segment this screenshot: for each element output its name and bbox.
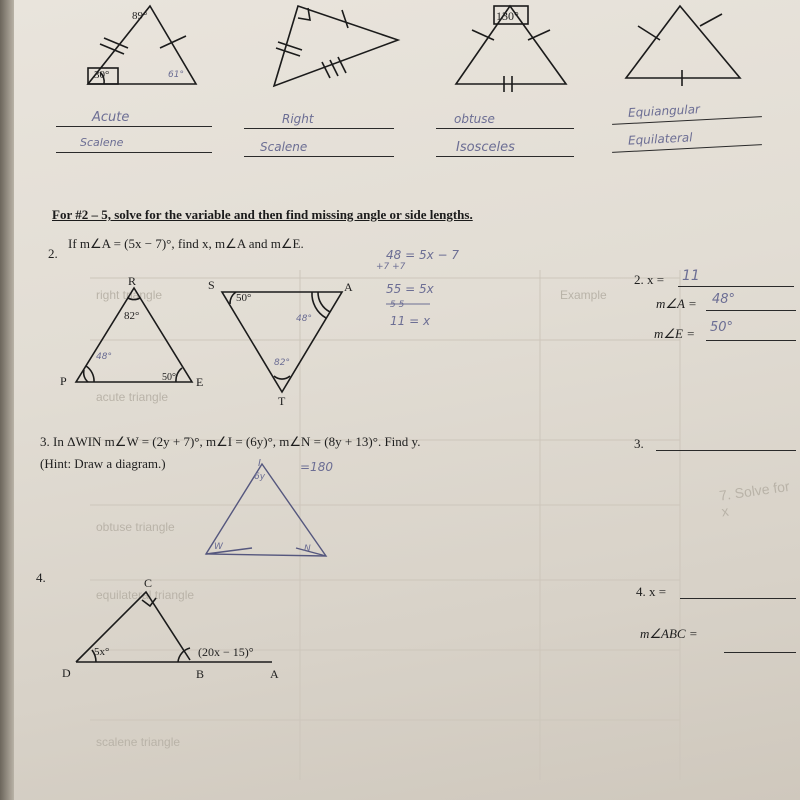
- problem-number: 4.: [36, 570, 46, 585]
- vertex-label: T: [278, 394, 286, 408]
- answer-label: 3.: [634, 436, 644, 451]
- vertex-label: R: [128, 274, 137, 288]
- triangle-right: [274, 6, 398, 86]
- triangle-win: [206, 464, 326, 556]
- angle-label: 6y: [254, 472, 266, 482]
- work-line: 5 5: [390, 300, 405, 310]
- vertex-label: I: [258, 458, 261, 469]
- vertex-label: A: [344, 280, 353, 294]
- answer-value[interactable]: 48°: [712, 292, 736, 307]
- angle-label: 48°: [96, 352, 112, 362]
- problem3-hint: (Hint: Draw a diagram.): [40, 456, 166, 471]
- vertex-label: P: [60, 374, 67, 388]
- triangle-rpe: [76, 288, 192, 382]
- triangle-sat: [222, 292, 342, 392]
- answer-label: m∠A =: [656, 296, 697, 311]
- work-line: 55 = 5x: [386, 282, 434, 296]
- answer-value[interactable]: 11: [682, 268, 700, 284]
- classification-side: Isosceles: [456, 140, 515, 155]
- angle-label: 61°: [168, 70, 184, 80]
- vertex-label: B: [196, 667, 205, 681]
- ghost-text: Example: [560, 288, 607, 302]
- work-line: 48 = 5x − 7: [386, 248, 460, 262]
- angle-label: 50°: [162, 372, 176, 383]
- vertex-label: W: [214, 542, 223, 552]
- angle-label: (20x − 15)°: [198, 645, 254, 659]
- answer-line: [656, 450, 796, 451]
- angle-label: 50°: [236, 292, 252, 304]
- angle-label: 5x°: [94, 646, 110, 658]
- vertex-label: S: [208, 278, 215, 292]
- answer-line: [678, 286, 794, 287]
- answer-label: m∠ABC =: [640, 626, 698, 641]
- angle-label: 130°: [496, 9, 519, 23]
- problem3-prompt: 3. In ΔWIN m∠W = (2y + 7)°, m∠I = (6y)°, m∠N = (8y + 13)°. Find y.: [40, 434, 421, 449]
- answer-line: [706, 310, 796, 311]
- classification-angle: Equiangular: [627, 102, 701, 120]
- ghost-text: right triangle: [96, 288, 163, 302]
- classification-angle: Right: [282, 112, 314, 126]
- answer-line: [436, 128, 574, 129]
- classification-angle: obtuse: [454, 112, 495, 126]
- problem-number: 2.: [48, 246, 58, 261]
- triangle-equilateral: [626, 6, 740, 86]
- answer-line: [706, 340, 796, 341]
- answer-line: [680, 598, 796, 599]
- vertex-label: E: [196, 375, 204, 389]
- ghost-text: acute triangle: [96, 390, 169, 404]
- angle-label: 82°: [124, 310, 140, 322]
- angle-label: 89°: [132, 10, 148, 22]
- answer-label: 4. x =: [636, 584, 667, 599]
- ghost-text: scalene triangle: [96, 735, 181, 749]
- vertex-label: A: [270, 667, 279, 681]
- classification-side: Scalene: [80, 136, 124, 149]
- ghost-text: 7. Solve for x: [718, 477, 791, 520]
- answer-label: 2. x =: [634, 272, 665, 287]
- work-line: +7 +7: [376, 262, 406, 272]
- answer-line: [436, 156, 574, 157]
- vertex-label: N: [304, 544, 311, 554]
- answer-line: [244, 128, 394, 129]
- vertex-label: C: [144, 576, 153, 590]
- ghost-text: equilateral triangle: [96, 588, 195, 602]
- classification-side: Scalene: [260, 140, 308, 154]
- answer-line: [56, 152, 212, 153]
- answer-line: [244, 156, 394, 157]
- answer-label: m∠E =: [654, 326, 696, 341]
- answer-line: [724, 652, 796, 653]
- problem2-prompt: If m∠A = (5x − 7)°, find x, m∠A and m∠E.: [68, 236, 304, 251]
- angle-label: 82°: [274, 358, 290, 368]
- work-line: =180: [300, 460, 333, 474]
- angle-label: 30°: [94, 69, 110, 81]
- classification-side: Equilateral: [627, 130, 693, 148]
- classification-angle: Acute: [92, 110, 130, 125]
- instructions-heading: For #2 – 5, solve for the variable and then find missing angle or side lengths.: [52, 207, 473, 222]
- angle-label: 48°: [296, 314, 312, 324]
- work-line: 11 = x: [390, 314, 431, 328]
- answer-line: [56, 126, 212, 127]
- answer-value[interactable]: 50°: [710, 320, 734, 335]
- vertex-label: D: [62, 666, 71, 680]
- ghost-text: obtuse triangle: [96, 520, 175, 534]
